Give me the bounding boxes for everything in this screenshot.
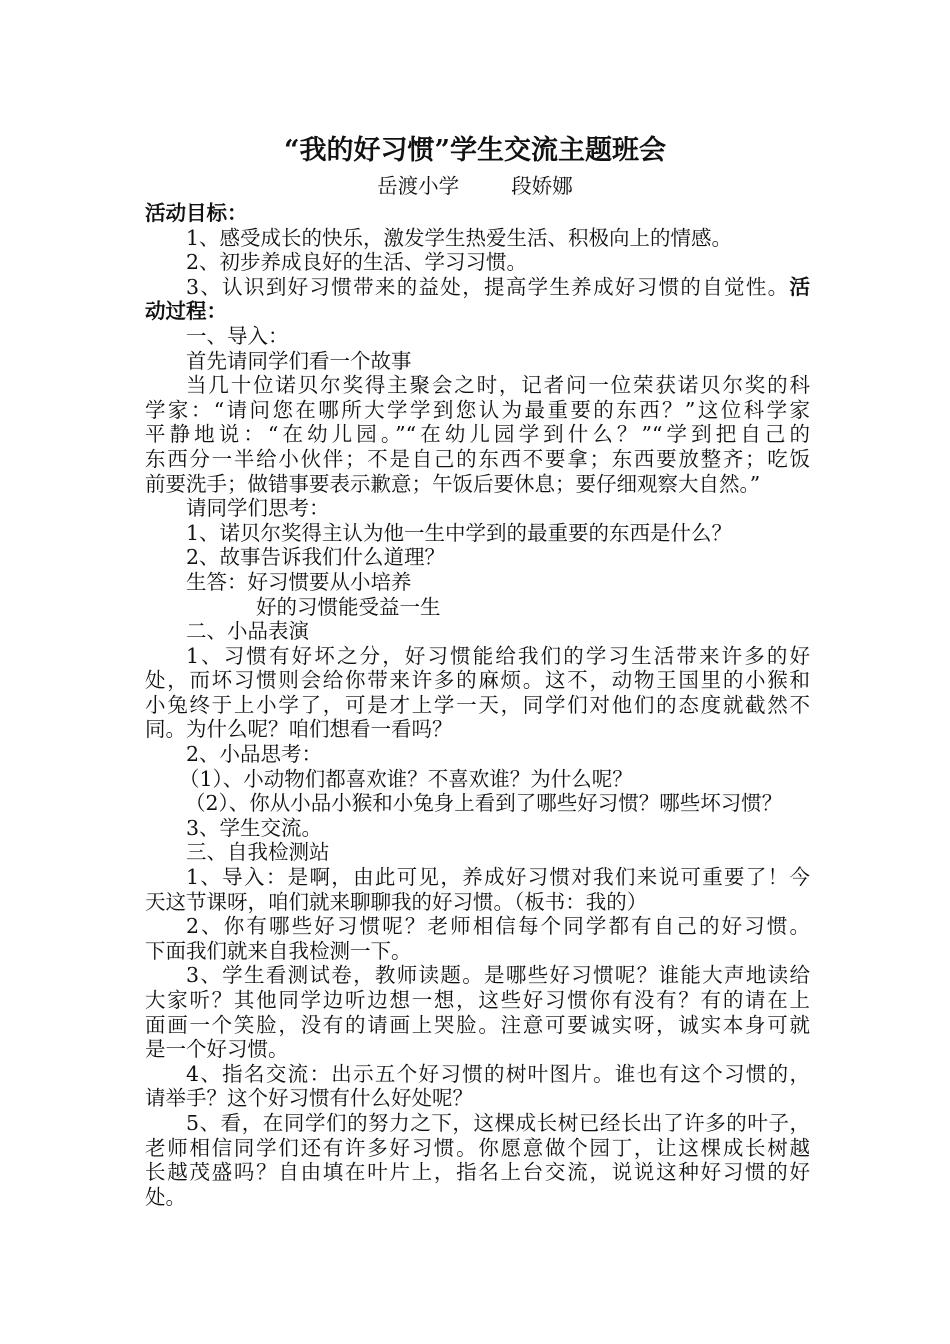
paragraph-line [145,250,810,275]
paragraph-line [145,644,810,669]
line-text: 2、小品思考： [186,742,323,767]
line-text: 是一个好习惯。 [145,1037,289,1062]
line-text: 生答：好习惯要从小培养 [186,569,412,594]
line-text: 请同学们思考： [186,496,330,521]
line-text: 处，而坏习惯则会给你带来许多的麻烦。这不，动物王国里的小猴和 [145,668,810,693]
paragraph-line [145,939,810,964]
line-text: 下面我们就来自我检测一下。 [145,938,412,963]
line-text: 好的习惯能受益一生 [256,594,441,619]
paragraph-line [145,668,810,693]
paragraph-line [145,398,810,423]
section-heading [145,201,810,226]
section-heading [145,299,810,324]
paragraph-line [145,447,810,472]
paragraph-line [145,963,810,988]
paragraph-line [145,1037,810,1062]
paragraph-line [145,890,810,915]
paragraph-line [145,988,810,1013]
paragraph-line [145,1160,810,1185]
line-text: 1、感受成长的快乐，激发学生热爱生活、积极向上的情感。 [186,225,733,250]
line-text: 动过程： [145,299,227,324]
line-text: 活动目标： [145,201,248,225]
document-body [145,201,810,1209]
paragraph-line [145,1185,810,1210]
line-text: 天这节课呀，咱们就来聊聊我的好习惯。（板书：我的） [145,889,648,914]
line-text: 东西分一半给小伙伴；不是自己的东西不要拿；东西要放整齐；吃饭 [145,446,810,471]
line-text: 大家听？其他同学边听边想一想，这些好习惯你有没有？有的请在上 [145,988,810,1012]
paragraph-line [145,1013,810,1038]
line-text: （2）、你从小品小猴和小兔身上看到了哪些好习惯？哪些坏习惯？ [185,791,783,816]
paragraph-line [145,791,810,816]
paragraph-line [145,1062,810,1087]
paragraph-line [145,1086,810,1111]
line-text: 5、看，在同学们的努力之下，这棵成长树已经长出了许多的叶子， [186,1110,810,1135]
paragraph-line [145,226,810,251]
line-text: 4、指名交流：出示五个好习惯的树叶图片。谁也有这个习惯的， [186,1061,810,1086]
line-text: 首先请同学们看一个故事 [186,348,412,373]
paragraph-line [145,816,810,841]
paragraph-line [145,742,810,767]
paragraph-line [145,693,810,718]
paragraph-line [145,349,810,374]
paragraph-line [145,717,810,742]
line-text: 3、学生交流。 [186,815,323,840]
paragraph-line [145,496,810,521]
line-text: 面画一个笑脸，没有的请画上哭脸。注意可要诚实呀，诚实本身可就 [145,1012,810,1037]
line-text: 3、学生看测试卷，教师读题。是哪些好习惯呢？谁能大声地读给 [186,963,810,988]
line-text: 1、导入：是啊，由此可见，养成好习惯对我们来说可重要了！今 [186,865,810,890]
line-text: 当几十位诺贝尔奖得主聚会之时，记者问一位荣获诺贝尔奖的科 [186,373,810,398]
paragraph-line [145,767,810,792]
paragraph-line [145,1111,810,1136]
line-text: 二、小品表演 [186,619,309,644]
paragraph-line [145,619,810,644]
line-text: 三、自我检测站 [186,840,330,865]
section-heading-start: 活 [789,274,810,299]
line-text: 平静地说：“在幼儿园。”“在幼儿园学到什么？”“学到把自己的 [145,422,810,447]
paragraph-line [145,324,810,349]
paragraph-line [145,840,810,865]
paragraph-line [145,570,810,595]
paragraph-line [145,914,810,939]
line-text: 一、导入： [186,323,289,348]
line-text: 小兔终于上小学了，可是才上学一天，同学们对他们的态度就截然不 [145,692,810,717]
line-text: 处。 [145,1184,186,1209]
paragraph-line [145,275,810,300]
line-text: 2、初步养成良好的生活、学习习惯。 [186,250,528,275]
line-text: 同。为什么呢？咱们想看一看吗？ [145,717,453,742]
line-text: 2、故事告诉我们什么道理？ [186,545,446,570]
paragraph-line [145,521,810,546]
paragraph-line [145,472,810,497]
line-text: 前要洗手；做错事要表示歉意；午饭后要休息；要仔细观察大自然。” [145,471,761,496]
line-text: （1）、小动物们都喜欢谁？不喜欢谁？为什么呢？ [179,766,633,791]
line-text: 2、你有哪些好习惯呢？老师相信每个同学都有自己的好习惯。 [186,914,810,939]
line-text: 1、诺贝尔奖得主认为他一生中学到的最重要的东西是什么？ [186,520,733,545]
line-text: 长越茂盛吗？自由填在叶片上，指名上台交流，说说这种好习惯的好 [145,1160,810,1185]
document-title: “我的好习惯”学生交流主题班会 [283,135,667,166]
line-text: 3、认识到好习惯带来的益处，提高学生养成好习惯的自觉性。 [186,274,790,299]
paragraph-line [145,1136,810,1161]
paragraph-line [145,422,810,447]
paragraph-line [145,545,810,570]
line-text: 老师相信同学们还有许多好习惯。你愿意做个园丁，让这棵成长树越 [145,1135,810,1160]
document-subtitle: 岳渡小学 段娇娜 [377,174,573,198]
paragraph-line [145,595,810,620]
line-text: 学家：“请问您在哪所大学学到您认为最重要的东西？”这位科学家 [145,397,810,422]
paragraph-line [145,865,810,890]
paragraph-line [145,373,810,398]
line-text: 1、习惯有好坏之分，好习惯能给我们的学习生活带来许多的好 [186,643,810,668]
line-text: 请举手？这个好习惯有什么好处呢？ [145,1086,473,1111]
